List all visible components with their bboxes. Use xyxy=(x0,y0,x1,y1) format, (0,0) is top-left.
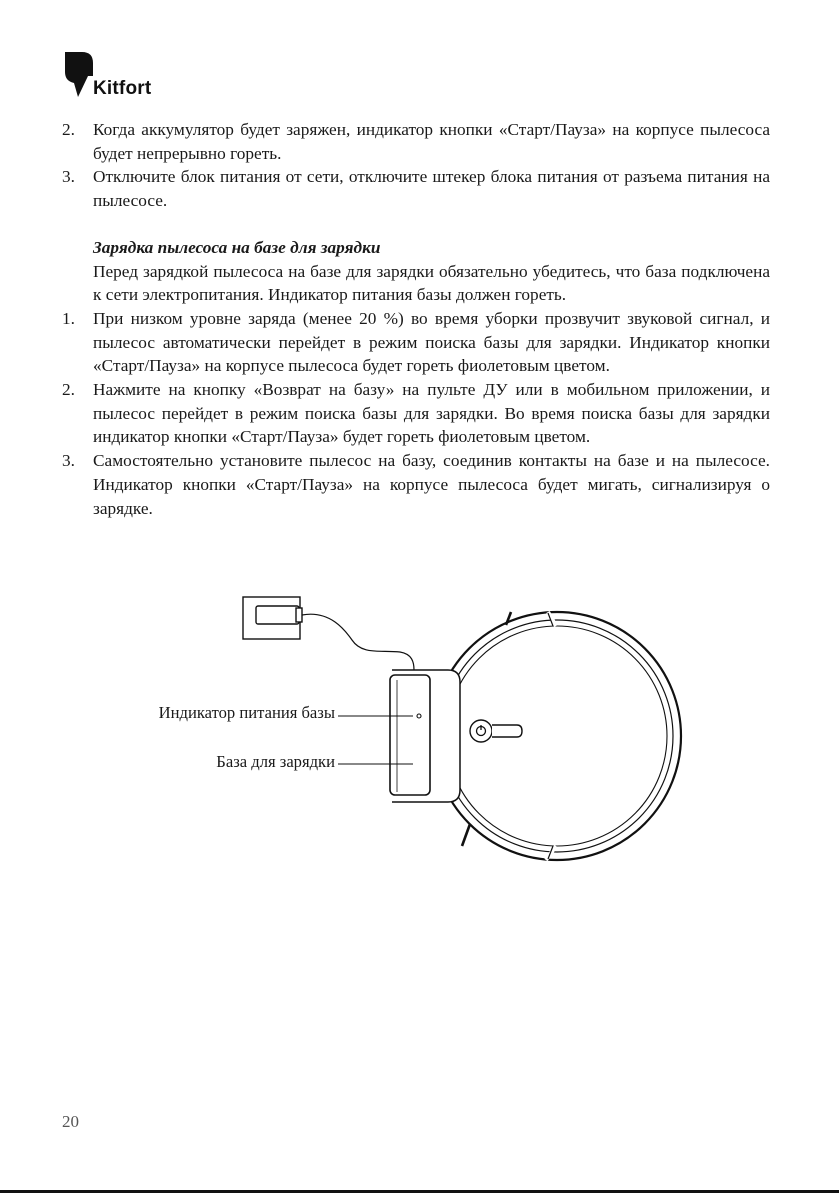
power-adapter-icon xyxy=(243,597,302,639)
step-number: 3. xyxy=(62,451,75,471)
step-number: 1. xyxy=(62,308,75,328)
section-intro: Перед зарядкой пылесоса на базе для зарядки обязательно убедитесь, что база подключена к сети электропитания. Индикатор питания базы должен гореть. xyxy=(93,261,770,305)
step-text: При низком уровне заряда (менее 20 %) во время уборки прозвучит звуковой сигнал, и пылесос автоматически перейдет в режим поиска базы для зарядки. Индикатор кнопки «Старт/Пауза» на корпусе пылесоса будет гореть фиолетовым цветом. xyxy=(93,308,770,376)
step-number: 2. xyxy=(62,380,75,400)
page-number: 20 xyxy=(62,1112,79,1131)
step-text: Когда аккумулятор будет заряжен, индикатор кнопки «Старт/Пауза» на корпусе пылесоса будет непрерывно гореть. xyxy=(93,120,770,163)
power-cable xyxy=(302,614,414,670)
base-callout-label: База для зарядки xyxy=(216,752,335,771)
brand-name: Kitfort xyxy=(93,78,152,99)
step-text: Отключите блок питания от сети, отключите штекер блока питания от разъема питания на пылесосе. xyxy=(93,167,770,211)
step-text: Самостоятельно установите пылесос на базу, соединив контакты на базе и на пылесосе. Индикатор кнопки «Старт/Пауза» на корпусе пылесоса будет мигать, сигнализируя о зарядке. xyxy=(93,451,770,518)
indicator-callout-label: Индикатор питания базы xyxy=(158,703,335,722)
robot-vacuum-icon xyxy=(433,612,681,860)
step-number: 3. xyxy=(62,167,75,187)
charging-base-icon xyxy=(390,670,460,802)
step-text: Нажмите на кнопку «Возврат на базу» на пульте ДУ или в мобильном приложении, и пылесос перейдет в режим поиска базы для зарядки. Во время поиска базы для зарядки индикатор кнопки «Старт/Пауза» будет гореть фиолетовым цветом. xyxy=(93,380,770,447)
step-number: 2. xyxy=(62,120,75,139)
section-heading: Зарядка пылесоса на базе для зарядки xyxy=(93,237,381,257)
